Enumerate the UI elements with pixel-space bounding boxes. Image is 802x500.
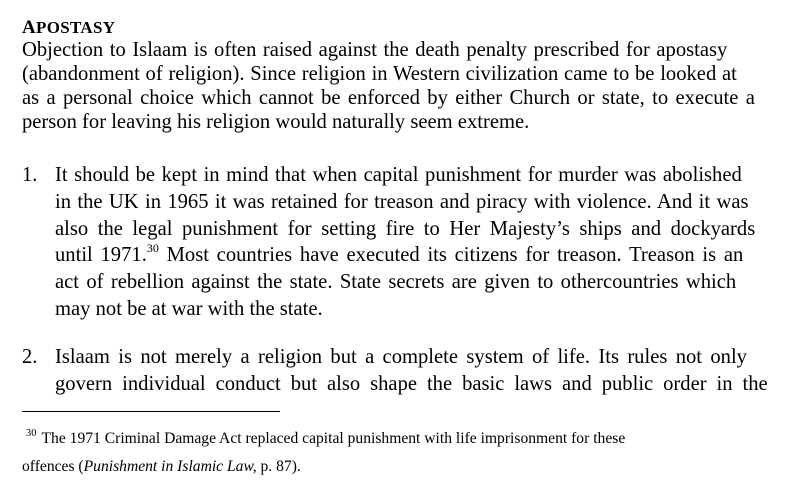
point1-line-1: It should be kept in mind that when capital punishment for murder was abolished [55,164,742,186]
footnote-line-2-end: p. 87). [256,458,301,475]
footnote-cited-title: Punishment in Islamic Law, [83,458,257,475]
point1-line-4 [22,242,782,269]
list-number-1: 1. [22,164,38,186]
point2-line-1: Islaam is not merely a religion but a complete system of life. Its rules not only [55,346,747,368]
list-number-2: 2. [22,346,38,368]
footnote-30 [22,425,782,481]
point1-line-5: act of rebellion against the state. State secrets are given to othercountries which [55,271,737,294]
heading-initial: A [22,17,37,38]
list-item-1 [22,162,782,323]
point1-line-3: also the legal punishment for setting fire to Her Majesty’s ships and dockyards [55,217,756,240]
section-heading [22,17,115,39]
list-item-2 [22,344,782,398]
footnote-line-2-start: offences ( [22,458,84,475]
intro-line-3: as a personal choice which cannot be enforced by either Church or state, to execute a [22,87,755,109]
point1-line-4-start: until 1971. [55,244,147,267]
footnote-marker: 30 [26,428,37,439]
footnote-line-1: The 1971 Criminal Damage Act replaced capital punishment with life imprisonment for these [41,430,626,447]
intro-line-4: person for leaving his religion would naturally seem extreme. [22,111,530,133]
footnote-separator [22,411,280,412]
point2-line-2: govern individual conduct but also shape the basic laws and public order in the [55,372,768,395]
point1-line-2: in the UK in 1965 it was retained for treason and piracy with violence. And it was [55,190,749,213]
footnote-reference-30[interactable]: 30 [146,241,159,256]
heading-rest: POSTASY [36,18,116,37]
intro-line-2: (abandonment of religion). Since religion in Western civilization came to be looked at [22,63,737,85]
intro-paragraph [22,38,782,134]
point1-line-4-end: Most countries have executed its citizens for treason. Treason is an [158,244,744,267]
intro-line-1: Objection to Islaam is often raised against the death penalty prescribed for apostasy [22,39,728,61]
point1-line-6: may not be at war with the state. [55,297,323,320]
